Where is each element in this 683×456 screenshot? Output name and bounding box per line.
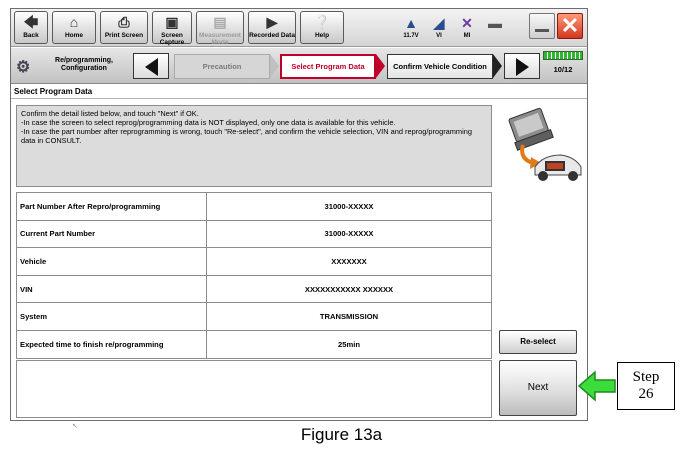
program-data-table: [16, 192, 492, 359]
row-label: Part Number After Repro/programming: [17, 193, 207, 221]
row-value: XXXXXXXXXXX XXXXXX: [207, 275, 492, 303]
row-label: Vehicle: [17, 248, 207, 276]
laptop-car-icon: [499, 105, 583, 187]
chevron-left-icon: [145, 58, 158, 76]
x-icon: ✕: [461, 15, 473, 31]
battery-icon: ▬: [488, 15, 502, 31]
measurement-mode-button[interactable]: ▤ Measurement Mode: [196, 11, 244, 44]
home-button[interactable]: ⌂ Home: [52, 11, 96, 44]
table-row: [17, 275, 492, 303]
meter-icon: ▤: [213, 14, 227, 30]
empty-panel: [16, 360, 492, 418]
page-title: Select Program Data: [11, 85, 587, 99]
row-label: Current Part Number: [17, 220, 207, 248]
table-row: [17, 330, 492, 358]
row-value: 31000-XXXXX: [207, 220, 492, 248]
table-row: [17, 193, 492, 221]
chevron-right-icon: [516, 58, 529, 76]
car-battery-icon: ▲: [404, 15, 418, 31]
printer-icon: ⎙: [118, 14, 130, 30]
table-row: [17, 303, 492, 331]
step-confirm-vehicle-condition: Confirm Vehicle Condition: [387, 54, 493, 79]
row-label: System: [17, 303, 207, 331]
step-progress: 10/12: [541, 51, 585, 81]
row-value: 31000-XXXXX: [207, 193, 492, 221]
reselect-button[interactable]: Re-select: [499, 330, 577, 354]
step-precaution-tip: [270, 54, 279, 78]
camera-icon: ▣: [165, 14, 179, 30]
cursor-icon: ↖: [72, 423, 78, 430]
table-row: [17, 220, 492, 248]
nav-back-button[interactable]: [133, 53, 169, 79]
close-icon[interactable]: ✕: [557, 13, 583, 39]
minimize-icon[interactable]: [529, 13, 555, 39]
navigation-bar: [11, 48, 587, 84]
step-precaution: Precaution: [174, 54, 270, 79]
step-select-program-data: Select Program Data: [280, 54, 376, 79]
row-label: Expected time to finish re/programming: [17, 330, 207, 358]
help-icon: ❔: [313, 14, 331, 30]
instruction-line: Confirm the detail listed below, and touch "Next" if OK.: [21, 109, 199, 118]
instruction-line: -In case the part number after reprogramming is wrong, touch "Re-select", and confirm the vehicle selection, VIN and reprog/programming data in CONSULT.: [21, 127, 472, 145]
callout-number: 26: [638, 386, 654, 402]
section-title: ⚙ Re/programming, Configuration: [16, 57, 113, 76]
help-button[interactable]: ❔ Help: [300, 11, 344, 44]
instruction-line: -In case the screen to select reprog/programming data is NOT displayed, only one data is available for this vehicle.: [21, 118, 396, 127]
step-callout: [617, 362, 675, 410]
back-button[interactable]: 🡄 Back: [14, 11, 48, 44]
gear-icon: ⚙: [16, 59, 31, 76]
next-button[interactable]: Next: [499, 360, 577, 416]
consult-screen: [10, 8, 588, 421]
figure-caption: Figure 13a: [300, 425, 383, 444]
row-value: XXXXXXX: [207, 248, 492, 276]
green-arrow-icon: [577, 370, 617, 402]
row-value: 25min: [207, 330, 492, 358]
row-value: TRANSMISSION: [207, 303, 492, 331]
signal-icon: ◢: [433, 15, 445, 31]
vi-indicator: ◢ VI: [425, 13, 453, 43]
toolbar: [11, 9, 587, 47]
nav-forward-button[interactable]: [504, 53, 540, 79]
print-screen-button[interactable]: ⎙ Print Screen: [100, 11, 148, 44]
back-arrow-icon: 🡄: [23, 14, 39, 30]
battery-indicator: [481, 13, 509, 43]
mi-indicator: ✕ MI: [453, 13, 481, 43]
voltage-indicator: ▲ 11.7V: [397, 13, 425, 43]
callout-line: Step: [632, 369, 660, 385]
instruction-box: [16, 105, 492, 187]
recorded-data-button[interactable]: ▶ Recorded Data: [248, 11, 296, 44]
step-select-tip: [376, 54, 385, 78]
table-row: [17, 248, 492, 276]
recorded-data-icon: ▶: [266, 14, 278, 30]
progress-bar: [543, 51, 583, 60]
row-label: VIN: [17, 275, 207, 303]
step-confirm-tip: [493, 54, 502, 78]
home-icon: ⌂: [69, 14, 79, 30]
screen-capture-button[interactable]: ▣ Screen Capture: [152, 11, 192, 44]
